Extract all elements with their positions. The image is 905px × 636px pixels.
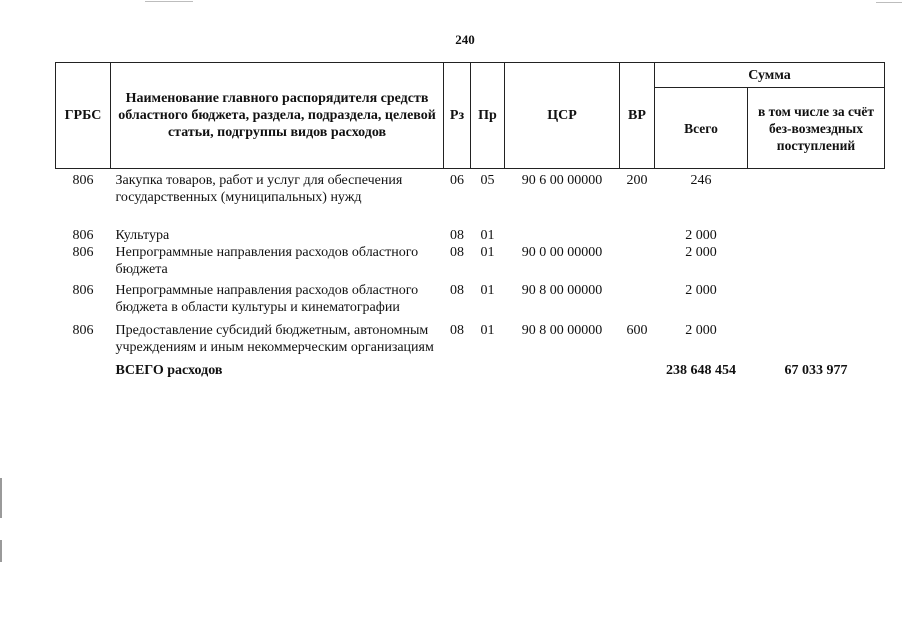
cell-pr: 01 xyxy=(480,245,495,260)
cell-name: Непрограммные направления расходов областного бюджета xyxy=(115,245,419,277)
cell-name: Предоставление субсидий бюджетным, автономным учреждениям и иным некоммерческим организациям xyxy=(115,323,434,355)
table-row xyxy=(56,244,885,278)
cell-vr xyxy=(620,244,655,278)
header-sum: Сумма xyxy=(655,63,885,88)
cell-rz: 08 xyxy=(450,323,464,338)
cell-csr xyxy=(505,356,620,379)
cell-csr: 90 8 00 00000 xyxy=(521,323,603,338)
header-total: Всего xyxy=(655,88,748,169)
header-rz: Рз xyxy=(444,63,471,169)
cell-grbs: 806 xyxy=(72,283,94,298)
total-label: ВСЕГО расходов xyxy=(115,363,223,378)
total-sum: 238 648 454 xyxy=(666,363,736,378)
cell-grants xyxy=(748,316,885,356)
cell-rz: 08 xyxy=(450,245,464,260)
table-row xyxy=(56,224,885,244)
cell-grants xyxy=(748,169,885,207)
header-name: Наименование главного распорядителя средств областного бюджета, раздела, подраздела, целевой статьи, подгруппы видов расходов xyxy=(111,63,444,169)
cell-total: 2 000 xyxy=(685,323,717,338)
table-row xyxy=(56,169,885,207)
scan-artifact-top-right xyxy=(876,2,902,3)
cell-vr: 600 xyxy=(626,323,648,338)
table-header xyxy=(56,63,885,169)
cell-grbs xyxy=(56,356,111,379)
cell-csr: 90 0 00 00000 xyxy=(521,245,603,260)
cell-total: 2 000 xyxy=(685,228,717,243)
cell-vr xyxy=(620,356,655,379)
scan-artifact-left-edge-2 xyxy=(0,540,2,562)
cell-rz: 08 xyxy=(450,228,464,243)
cell-pr: 01 xyxy=(480,323,495,338)
cell-grants xyxy=(748,278,885,316)
cell-pr: 01 xyxy=(480,228,495,243)
cell-grbs: 806 xyxy=(72,228,94,243)
total-row xyxy=(56,356,885,379)
cell-grbs: 806 xyxy=(72,323,94,338)
cell-total: 2 000 xyxy=(685,283,717,298)
header-vr: ВР xyxy=(620,63,655,169)
cell-name: Непрограммные направления расходов областного бюджета в области культуры и кинематографии xyxy=(115,283,419,315)
cell-grbs: 806 xyxy=(72,245,94,260)
cell-csr xyxy=(505,224,620,244)
cell-rz xyxy=(444,356,471,379)
cell-csr: 90 6 00 00000 xyxy=(521,173,603,188)
cell-vr xyxy=(620,224,655,244)
cell-grants xyxy=(748,224,885,244)
cell-total: 2 000 xyxy=(685,245,717,260)
budget-table xyxy=(55,62,885,379)
table-body xyxy=(56,169,885,380)
cell-pr: 05 xyxy=(480,173,495,188)
cell-total: 246 xyxy=(690,173,712,188)
header-grbs: ГРБС xyxy=(56,63,111,169)
header-csr: ЦСР xyxy=(505,63,620,169)
cell-grants xyxy=(748,244,885,278)
cell-vr: 200 xyxy=(626,173,648,188)
cell-vr xyxy=(620,278,655,316)
page-number: 240 xyxy=(455,32,475,47)
cell-name: Закупка товаров, работ и услуг для обеспечения государственных (муниципальных) нужд xyxy=(115,173,403,205)
cell-rz: 06 xyxy=(450,173,464,188)
scan-artifact-top xyxy=(145,1,193,2)
table-row xyxy=(56,316,885,356)
header-pr: Пр xyxy=(471,63,505,169)
cell-rz: 08 xyxy=(450,283,464,298)
total-grants: 67 033 977 xyxy=(784,363,848,378)
row-spacer xyxy=(56,206,885,224)
table-row xyxy=(56,278,885,316)
cell-pr: 01 xyxy=(480,283,495,298)
cell-csr: 90 8 00 00000 xyxy=(521,283,603,298)
cell-grbs: 806 xyxy=(72,173,94,188)
scan-artifact-left-edge xyxy=(0,478,2,518)
cell-pr xyxy=(471,356,505,379)
header-grants: в том числе за счёт без-возмездных поступлений xyxy=(748,88,885,169)
cell-name: Культура xyxy=(115,228,170,243)
